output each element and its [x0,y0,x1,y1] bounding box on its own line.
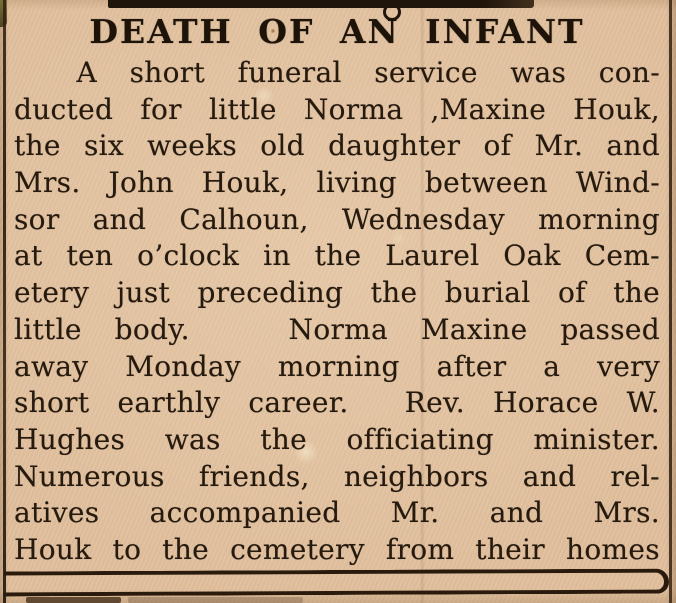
article-line [14,423,660,460]
article-line [14,533,660,570]
word: sor [14,202,60,236]
word: body. [114,312,190,346]
word: Wind- [575,166,660,200]
word: old [260,129,305,163]
word: Oak [503,239,561,273]
word: funeral [237,56,342,89]
word: Hughes [14,422,126,456]
word: the [260,422,307,456]
article-line [14,313,660,350]
word: Rev. [404,386,465,420]
word: six [83,129,124,163]
word: away [14,349,89,383]
column-rule-right [669,0,672,603]
word: Calhoun, [179,202,309,236]
word: between [424,166,548,200]
word: ,Maxine [430,92,547,126]
word: preceding [197,276,344,310]
word: little [208,92,277,126]
word: was [510,56,567,89]
article-body [14,56,660,570]
word: Norma [303,92,404,126]
word: of [483,129,512,163]
cutoff-print-fragment-top [108,0,534,8]
article-line [14,239,660,276]
bottom-double-rule [4,569,669,597]
word: Horace [493,386,599,420]
word: living [316,166,397,200]
word: short [14,386,90,420]
word: the [314,239,362,273]
article-line [14,386,660,423]
word: friends, [198,459,310,493]
word: Mr. [390,496,440,530]
article-line [14,350,660,387]
word: and [606,129,660,163]
word: at [14,239,43,273]
word: A [76,56,98,89]
article-line [14,276,660,313]
word: the [162,532,210,566]
word: for [140,92,182,126]
word: con- [598,56,660,89]
word: Cem- [584,239,660,273]
word: W. [626,386,660,420]
article-headline: DEATH OF AN INFANT [89,12,585,51]
word: was [164,422,221,456]
word: career. [248,386,349,420]
word: in [263,239,291,273]
word: to [112,532,142,566]
word: and [522,459,577,493]
word: the [14,129,61,163]
word: short [129,56,206,89]
word: Houk [14,532,92,566]
word: daughter [328,129,461,163]
article-line [14,203,660,240]
word: rel- [610,459,660,493]
word: homes [566,532,660,566]
word: accompanied [149,496,341,530]
word: atives [14,496,100,530]
word: cemetery [230,532,365,566]
article-line [14,496,660,533]
article-line [14,56,660,93]
word: earthly [117,386,221,420]
word: ten [66,239,114,273]
word: o’clock [137,239,240,273]
article-line [14,166,660,203]
word: service [374,56,478,89]
word: very [597,349,660,383]
word: Mrs. [14,166,81,200]
word: Houk, [201,166,289,200]
word: morning [277,349,400,383]
article-line [14,129,660,166]
word: Houk, [573,92,660,126]
column-rule-left [3,0,6,603]
word: etery [14,276,90,310]
word: neighbors [343,459,489,493]
word: a [543,349,561,383]
word: just [116,276,171,310]
word: Wednesday [341,202,505,236]
word: Numerous [14,459,165,493]
word: after [436,349,507,383]
word: Mr. [534,129,584,163]
cutoff-print-fragment-bottom [26,597,121,603]
word: the [370,276,418,310]
word: Maxine [420,312,528,346]
word: officiating [346,422,494,456]
word: little [14,312,82,346]
word: ducted [14,92,114,126]
word: and [92,202,147,236]
word: the [613,276,660,310]
word: their [475,532,545,566]
cutoff-print-fragment-bottom-faint [128,597,303,603]
word: burial [444,276,531,310]
word: Mrs. [593,496,660,530]
word: weeks [147,129,238,163]
word: morning [538,202,660,236]
word: passed [560,312,660,346]
word: Norma [288,312,389,346]
word: from [385,532,455,566]
article-line [14,460,660,497]
article-line [14,93,660,130]
word: Monday [125,349,242,383]
word: minister. [533,422,660,456]
word: Laurel [385,239,480,273]
word: and [489,496,544,530]
word: John [108,166,174,200]
word: of [557,276,586,310]
